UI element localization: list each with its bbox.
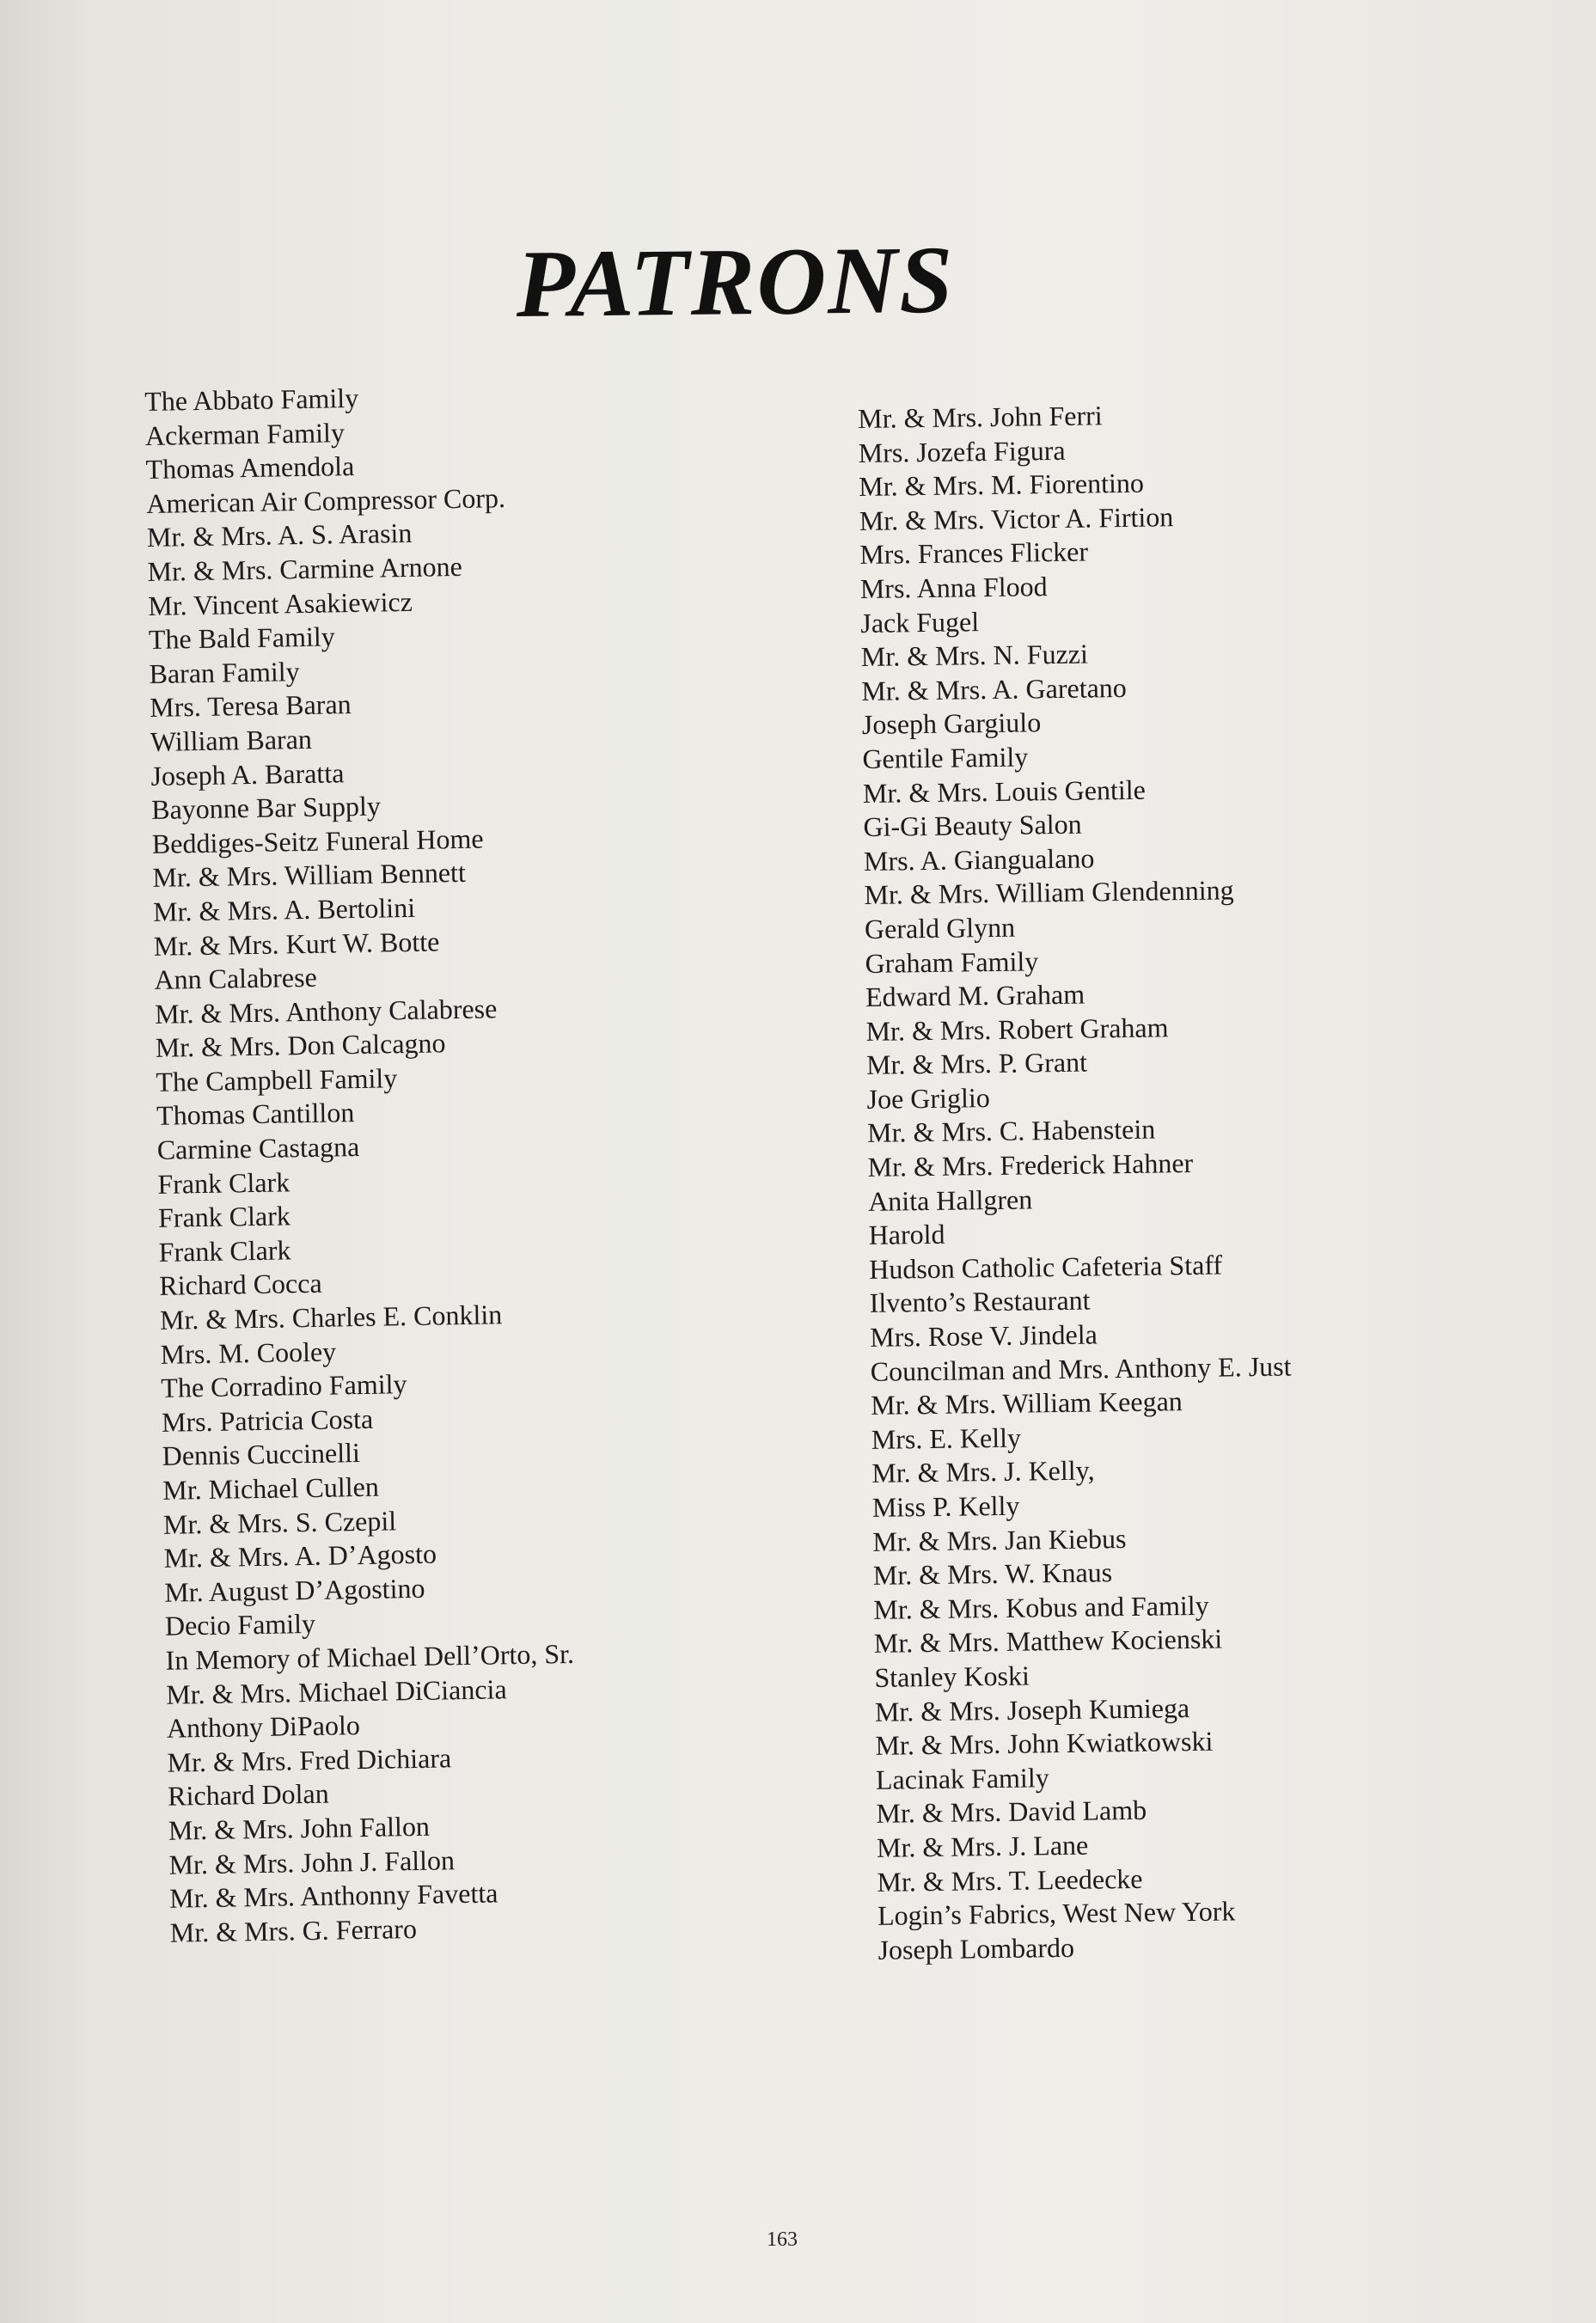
patrons-list-left [144,375,772,1950]
patron-entry: Mrs. Anna Flood [859,571,1048,604]
patron-entry: American Air Compressor Corp. [145,481,506,519]
patron-entry: William Baran [150,723,313,757]
patron-entry: Mr. & Mrs. P. Grant [865,1046,1088,1081]
patron-entry: Mrs. Patricia Costa [161,1403,374,1438]
patron-entry: Mr. & Mrs. Louis Gentile [862,773,1147,809]
patron-entry: Carmine Castagna [156,1131,360,1165]
patron-entry: Joseph Lombardo [877,1931,1075,1965]
patron-entry: The Campbell Family [156,1062,398,1097]
patron-entry: Mr. & Mrs. Joseph Kumiega [874,1691,1190,1727]
patron-entry: Mr. & Mrs. Fred Dichiara [167,1742,452,1778]
patron-entry: Login’s Fabrics, West New York [877,1895,1236,1931]
patron-entry: Mr. & Mrs. John J. Fallon [168,1843,456,1880]
patron-entry: Mr. & Mrs. William Keegan [871,1385,1183,1421]
patron-entry: Thomas Cantillon [156,1097,355,1132]
patron-entry: Mr. & Mrs. Don Calcagno [155,1027,446,1064]
patron-entry: Thomas Amendola [145,450,355,486]
patron-entry: Anita Hallgren [867,1183,1033,1217]
patron-entry: Mrs. Jozefa Figura [858,434,1066,468]
patron-entry: Mr. & Mrs. Jan Kiebus [872,1522,1127,1557]
patron-entry: Joe Griglio [866,1081,990,1115]
patron-entry: Ann Calabrese [154,961,318,995]
patron-entry: Mr. & Mrs. Matthew Kocienski [873,1623,1223,1660]
patron-entry: Mrs. Teresa Baran [149,688,352,724]
patron-entry: Decio Family [164,1608,316,1642]
patron-entry: Mr. & Mrs. N. Fuzzi [860,638,1089,673]
patron-entry: Mr. & Mrs. C. Habenstein [866,1114,1156,1149]
patron-entry: Mr. & Mrs. W. Knaus [872,1556,1113,1592]
patron-entry: Mr. & Mrs. A. Garetano [861,671,1128,706]
patron-entry: Frank Clark [157,1165,290,1200]
patron-entry: Mr. & Mrs. Frederick Hahner [867,1147,1194,1183]
patron-entry: Harold [868,1219,945,1251]
patron-entry: Richard Cocca [159,1268,322,1302]
patron-entry: Beddiges-Seitz Funeral Home [151,822,484,859]
patron-entry: Hudson Catholic Cafeteria Staff [868,1249,1223,1285]
patron-entry: Mrs. E. Kelly [871,1421,1022,1455]
patron-entry: Mrs. Frances Flicker [859,535,1089,571]
patron-entry: Gentile Family [862,741,1029,774]
patron-entry: Richard Dolan [167,1778,330,1813]
patron-entry: Mr. & Mrs. Anthonny Favetta [168,1877,498,1914]
patron-entry: Mr. & Mrs. Kurt W. Botte [153,925,440,962]
patron-entry: Mr. & Mrs. J. Lane [876,1829,1089,1863]
patron-entry: Mrs. Rose V. Jindela [870,1318,1098,1353]
patron-entry: Mr. & Mrs. Kobus and Family [873,1589,1209,1625]
patron-entry: Mr. & Mrs. Robert Graham [865,1012,1169,1047]
patron-entry: Mr. & Mrs. William Bennett [152,857,467,894]
patron-entry: Mr. Michael Cullen [162,1470,380,1506]
patron-entry: Mr. August D’Agostino [163,1572,425,1608]
patron-entry: Mr. & Mrs. Victor A. Firtion [859,500,1174,536]
patron-entry: Ilvento’s Restaurant [869,1284,1091,1319]
page-title: PATRONS [515,226,956,338]
patron-entry: Frank Clark [157,1200,291,1234]
patron-entry: Mr. & Mrs. A. D’Agosto [163,1537,437,1574]
patron-entry: The Bald Family [148,620,336,656]
patrons-list-right [858,394,1480,1967]
patron-entry: Mr. & Mrs. G. Ferraro [169,1912,418,1948]
patron-entry: Mr. & Mrs. John Fallon [168,1810,431,1846]
patron-entry: Mr. & Mrs. Anthony Calabrese [154,992,498,1030]
page-number: 163 [767,2228,798,2251]
patron-entry: In Memory of Michael Dell’Orto, Sr. [165,1637,575,1676]
patron-entry: Mrs. A. Giangualano [863,842,1095,877]
patron-entry: Mr. & Mrs. J. Kelly, [871,1454,1095,1489]
patron-entry: Mr. & Mrs. S. Czepil [162,1504,397,1540]
patron-entry: The Corradino Family [161,1368,407,1404]
patron-entry: Mr. & Mrs. John Ferri [858,400,1103,434]
patron-entry: Mr. & Mrs. T. Leedecke [877,1862,1143,1898]
patron-entry: Councilman and Mrs. Anthony E. Just [870,1350,1292,1387]
patron-entry: Mr. & Mrs. A. S. Arasin [146,517,413,553]
patron-entry: Ackerman Family [144,416,345,451]
patron-entry: Mr. & Mrs. M. Fiorentino [859,467,1145,503]
patron-entry: Graham Family [865,944,1039,979]
patron-entry: Mr. & Mrs. William Glendenning [864,874,1234,911]
patron-entry: Joseph Gargiulo [861,706,1042,741]
patron-entry: Mr. & Mrs. Michael DiCiancia [165,1672,507,1710]
patron-entry: Mr. Vincent Asakiewicz [147,585,413,621]
patron-entry: Frank Clark [158,1234,291,1268]
patron-entry: Mr. & Mrs. Charles E. Conklin [159,1299,503,1336]
patron-entry: Jack Fugel [860,605,980,639]
patron-entry: Baran Family [149,655,300,689]
patron-entry: Mrs. M. Cooley [160,1336,337,1370]
patron-entry: Stanley Koski [874,1660,1030,1693]
patron-entry: Gerald Glynn [864,911,1016,944]
patron-entry: Mr. & Mrs. A. Bertolini [152,891,416,927]
patron-entry: Bayonne Bar Supply [150,790,382,826]
patron-entry: Mr. & Mrs. David Lamb [876,1794,1147,1830]
patron-entry: The Abbato Family [144,382,359,417]
patron-entry: Mr. & Mrs. John Kwiatkowski [875,1725,1214,1762]
patron-entry: Edward M. Graham [865,978,1085,1013]
patron-entry: Anthony DiPaolo [166,1709,361,1744]
patron-entry: Joseph A. Baratta [150,756,345,792]
patron-entry: Miss P. Kelly [871,1489,1020,1523]
patron-entry: Gi-Gi Beauty Salon [863,808,1082,843]
patron-entry: Dennis Cuccinelli [162,1437,361,1472]
patron-entry: Mr. & Mrs. Carmine Arnone [147,550,463,587]
patron-entry: Lacinak Family [875,1761,1049,1795]
